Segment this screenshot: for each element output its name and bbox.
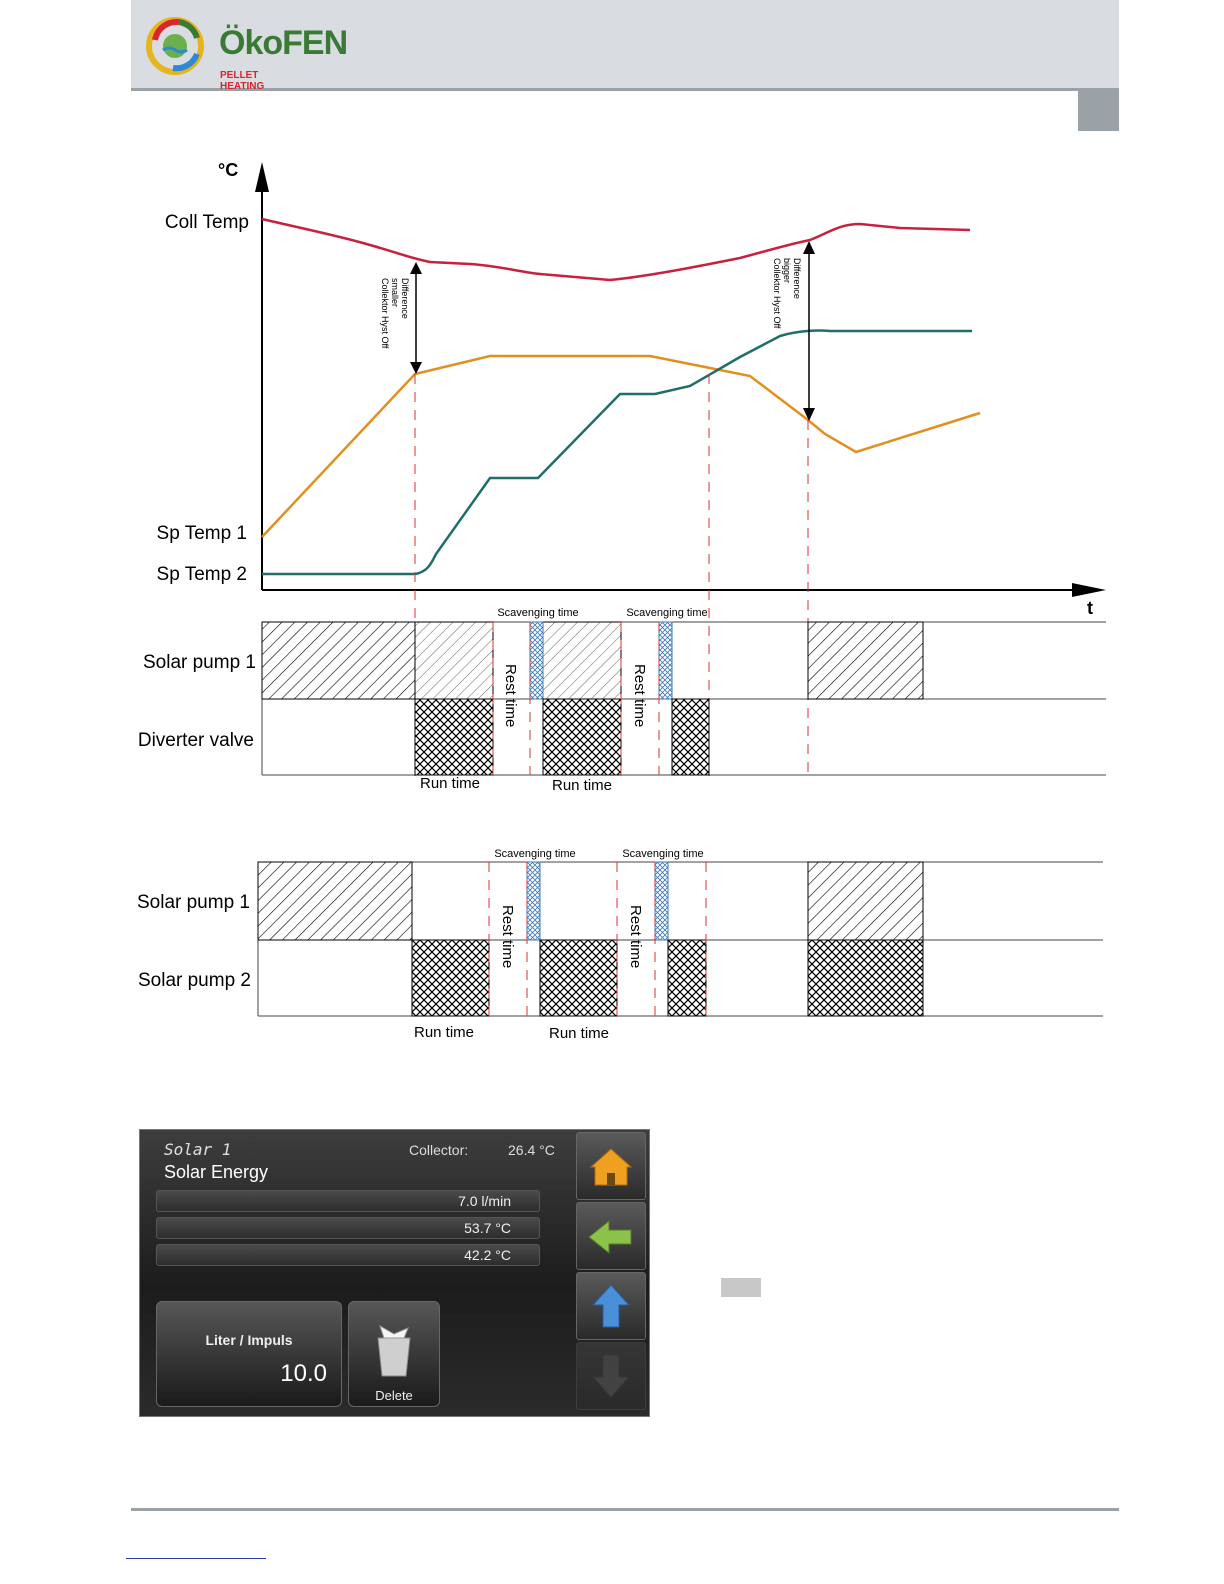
screen-title-solar: Solar 1 <box>164 1140 232 1159</box>
tl2-scavenging-1: Scavenging time <box>494 848 576 860</box>
t-axis-arrow-icon <box>1072 583 1106 597</box>
svg-text:smaller: smaller <box>390 278 400 308</box>
delete-label: Delete <box>375 1388 413 1403</box>
tl1-run-2: Run time <box>551 777 613 794</box>
temp-value-1: 53.7 °C <box>464 1220 511 1236</box>
svg-text:Difference: Difference <box>400 278 410 319</box>
timing-diagram-1 <box>138 607 1106 794</box>
tl2-rest-1: Rest time <box>499 905 516 969</box>
home-button[interactable] <box>576 1132 646 1200</box>
tl1-row2-label: Diverter valve <box>137 730 254 751</box>
up-arrow-icon <box>577 1273 645 1339</box>
collector-label: Collector: <box>409 1142 469 1158</box>
svg-text:Collektor Hyst Off: Collektor Hyst Off <box>380 278 390 349</box>
svg-text:Collektor Hyst Off: Collektor Hyst Off <box>772 258 782 329</box>
footer-link[interactable] <box>126 1558 266 1559</box>
scroll-up-button[interactable] <box>576 1272 646 1340</box>
tl1-scavenging-2: Scavenging time <box>626 607 708 619</box>
liter-impuls-button[interactable] <box>156 1301 342 1407</box>
tl1-row1-label: Solar pump 1 <box>142 652 256 673</box>
temp-value-2: 42.2 °C <box>464 1247 511 1263</box>
back-arrow-icon <box>577 1203 645 1269</box>
tl2-row2-label: Solar pump 2 <box>137 970 251 991</box>
temp-row-2 <box>156 1244 540 1266</box>
screen-title-solar-energy: Solar Energy <box>164 1162 269 1182</box>
y-unit-label: °C <box>218 160 239 180</box>
timing-diagram-2 <box>137 848 1103 1042</box>
footer-divider <box>131 1508 1119 1511</box>
arrow-up-icon <box>410 262 422 274</box>
flow-rate-value: 7.0 l/min <box>458 1193 511 1209</box>
tl1-run-1: Run time <box>419 775 481 792</box>
y-axis-arrow-icon <box>255 162 269 192</box>
scroll-down-button[interactable] <box>576 1342 646 1410</box>
sp-temp-2-curve <box>262 331 972 574</box>
tl2-rest-2: Rest time <box>627 905 644 969</box>
coll-temp-curve <box>262 219 970 280</box>
tl2-run-1: Run time <box>413 1024 475 1041</box>
collector-value: 26.4 °C <box>508 1142 555 1158</box>
logo-wordmark: ÖkoFEN <box>219 24 348 62</box>
liter-impuls-label: Liter / Impuls <box>205 1332 293 1348</box>
svg-text:Difference: Difference <box>792 258 802 299</box>
sp-temp-1-label: Sp Temp 1 <box>156 523 247 544</box>
svg-text:bigger: bigger <box>782 258 792 284</box>
logo-tagline: PELLET HEATING <box>220 70 265 92</box>
grey-placeholder-box <box>721 1278 761 1297</box>
annotation-difference-bigger <box>772 258 802 329</box>
tl2-scavenging-2: Scavenging time <box>622 848 704 860</box>
sp-temp-1-curve <box>262 356 980 537</box>
delete-button[interactable] <box>348 1301 440 1407</box>
coll-temp-label: Coll Temp <box>164 212 249 233</box>
home-icon <box>577 1133 645 1199</box>
tl1-rest-1: Rest time <box>502 664 519 728</box>
flow-rate-row <box>156 1190 540 1212</box>
navigation-column <box>576 1130 649 1416</box>
tl2-run-2: Run time <box>548 1025 610 1042</box>
tl1-rest-2: Rest time <box>631 664 648 728</box>
tl2-row1-label: Solar pump 1 <box>136 892 250 913</box>
sp-temp-2-label: Sp Temp 2 <box>156 564 247 585</box>
back-button[interactable] <box>576 1202 646 1270</box>
liter-impuls-value: 10.0 <box>280 1360 327 1387</box>
temp-row-1 <box>156 1217 540 1239</box>
t-axis-label: t <box>1087 598 1093 618</box>
down-arrow-icon <box>577 1343 645 1409</box>
arrow-up-icon <box>803 241 815 254</box>
tl1-scavenging-1: Scavenging time <box>497 607 579 619</box>
annotation-difference-smaller <box>380 278 410 349</box>
controller-screen <box>139 1129 650 1417</box>
trash-bin-icon <box>374 1324 414 1378</box>
